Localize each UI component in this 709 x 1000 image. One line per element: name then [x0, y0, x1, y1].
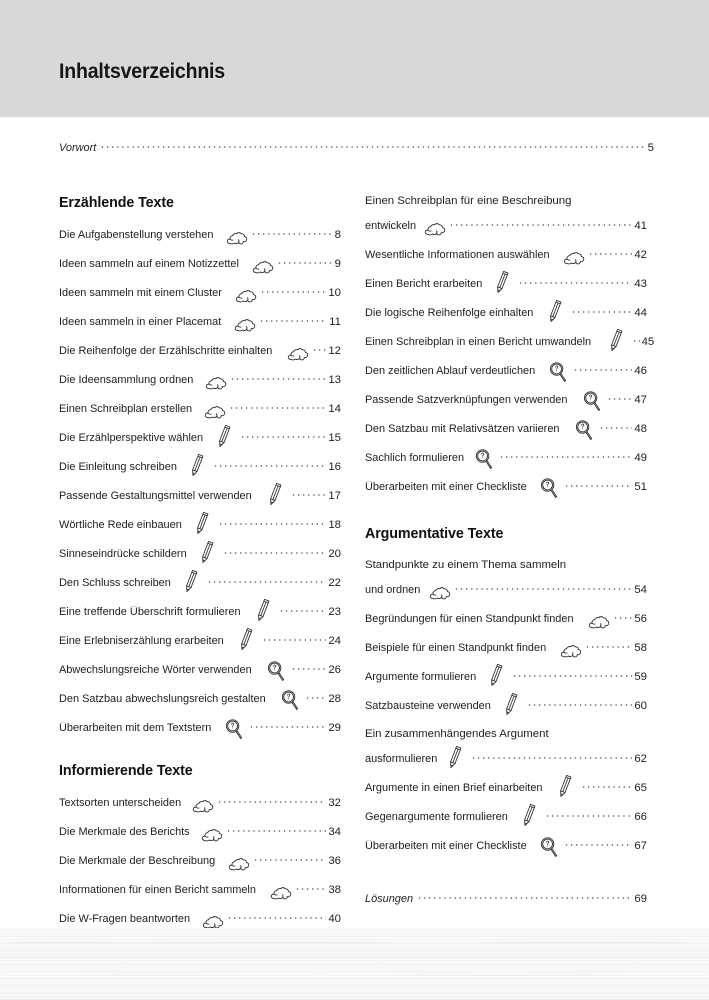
toc-entry-page: 17: [328, 490, 341, 502]
toc-entry-page: 58: [634, 642, 647, 654]
toc-entry[interactable]: [365, 334, 655, 349]
toc-entry-label: Ideen sammeln in einer Placemat: [59, 316, 222, 328]
pencil-icon: [182, 576, 202, 591]
toc-entry[interactable]: [365, 479, 647, 494]
pencil-icon: [446, 752, 466, 767]
toc-entry-label: Einen Schreibplan für eine Beschreibung: [365, 195, 572, 207]
leader-dots: [218, 519, 326, 529]
toc-entry-label: Eine treffende Überschrift formulieren: [59, 606, 241, 618]
toc-entry-page: 12: [328, 345, 341, 357]
toc-entry[interactable]: [59, 662, 341, 677]
toc-entry[interactable]: [59, 314, 341, 329]
leader-dots: [213, 461, 326, 471]
toc-entry-page: 51: [634, 481, 647, 493]
pencil-icon: [193, 518, 213, 533]
leader-dots: [312, 345, 326, 355]
pencil-icon: [502, 699, 522, 714]
toc-entry-label-cont: entwickeln: [365, 220, 417, 232]
toc-entry-page: 42: [634, 249, 647, 261]
toc-entry-page: 28: [328, 693, 341, 705]
toc-entry[interactable]: [365, 838, 647, 853]
toc-entry-label: Die Einleitung schreiben: [59, 461, 177, 473]
section-heading-argumentative-texte: Argumentative Texte: [365, 525, 504, 542]
toc-entry-label: Den Satzbau mit Relativsätzen variieren: [365, 423, 560, 435]
toc-entry-page: 46: [634, 365, 647, 377]
toc-entry-label: Ein zusammenhängendes Argument: [365, 728, 549, 740]
toc-column-right: [365, 194, 655, 920]
toc-entry[interactable]: [59, 720, 341, 735]
magnifier-icon: [548, 364, 568, 379]
toc-entry-page: 36: [328, 855, 341, 867]
pencil-icon: [266, 489, 286, 504]
section-heading-erzaehlende-texte: Erzählende Texte: [59, 194, 174, 211]
leader-dots: [277, 258, 332, 268]
toc-entry-label: Passende Gestaltungsmittel verwenden: [59, 490, 252, 502]
toc-entry-label: Den zeitlichen Ablauf verdeutlichen: [365, 365, 536, 377]
toc-entry-page: 47: [634, 394, 647, 406]
pencil-icon: [607, 335, 627, 350]
toc-entry-page: 26: [328, 664, 341, 676]
magnifier-icon: [539, 480, 559, 495]
pencil-icon: [188, 460, 208, 475]
leader-dots: [573, 365, 632, 375]
toc-entry-label: Die Erzählperspektive wählen: [59, 432, 204, 444]
toc-entry-label: Ideen sammeln auf einem Notizzettel: [59, 258, 239, 270]
leader-dots: [588, 249, 632, 259]
toc-entry-page: 13: [328, 374, 341, 386]
toc-entry-page: 54: [634, 584, 647, 596]
toc-entry-label: Wesentliche Informationen auswählen: [365, 249, 550, 261]
toc-entry[interactable]: [365, 450, 647, 465]
leader-dots: [499, 452, 632, 462]
toc-entry-page: 60: [634, 700, 647, 712]
pencil-icon: [254, 605, 274, 620]
pencil-icon: [520, 810, 540, 825]
toc-entry[interactable]: [365, 558, 647, 597]
toc-entry-label: Eine Erlebniserzählung erarbeiten: [59, 635, 224, 647]
toc-entry-label: Einen Schreibplan erstellen: [59, 403, 193, 415]
toc-entry-page: 62: [634, 753, 647, 765]
page-title: Inhaltsverzeichnis: [59, 60, 225, 83]
leader-dots: [613, 613, 632, 623]
leader-dots: [249, 722, 327, 732]
toc-entry[interactable]: [365, 276, 647, 291]
toc-entry-label: Die logische Reihenfolge einhalten: [365, 307, 534, 319]
toc-entry[interactable]: [59, 285, 341, 300]
toc-entry-page: 10: [328, 287, 341, 299]
toc-entry-label: Einen Schreibplan in einen Bericht umwandeln: [365, 336, 592, 348]
cloud-icon: [204, 402, 224, 417]
toc-entry[interactable]: [59, 546, 341, 561]
toc-entry-page: 67: [634, 840, 647, 852]
leader-dots: [295, 884, 326, 894]
toc-entry[interactable]: [365, 611, 647, 626]
toc-entry-page: 65: [634, 782, 647, 794]
leader-dots: [449, 220, 632, 230]
leader-dots: [527, 700, 632, 710]
toc-entry-line2: [365, 218, 647, 233]
toc-entry-label: Sinneseindrücke schildern: [59, 548, 187, 560]
toc-entry[interactable]: [59, 575, 341, 590]
pencil-icon: [493, 277, 513, 292]
leader-dots: [227, 913, 327, 923]
cloud-icon: [205, 373, 225, 388]
toc-entry-label: Überarbeiten mit einer Checkliste: [365, 481, 527, 493]
toc-entry-page: 40: [328, 913, 341, 925]
toc-entry-label: Argumente in einen Brief einarbeiten: [365, 782, 543, 794]
toc-entry[interactable]: [59, 824, 341, 839]
toc-entry-label: Überarbeiten mit einer Checkliste: [365, 840, 527, 852]
leader-dots: [518, 278, 632, 288]
cloud-icon: [588, 612, 608, 627]
toc-entry-page: 45: [641, 336, 655, 348]
toc-content: [59, 140, 655, 925]
toc-entry-label: Die Ideensammlung ordnen: [59, 374, 194, 386]
leader-dots: [260, 287, 327, 297]
leader-dots: [471, 753, 632, 763]
toc-entry-label: Überarbeiten mit dem Textstern: [59, 722, 212, 734]
cloud-icon: [287, 344, 307, 359]
magnifier-icon: [224, 721, 244, 736]
pencil-icon: [215, 431, 235, 446]
cloud-icon: [252, 257, 272, 272]
pencil-icon: [546, 306, 566, 321]
leader-dots: [581, 782, 632, 792]
toc-entry-page: 69: [634, 893, 647, 905]
leader-dots: [207, 577, 327, 587]
leader-dots: [512, 671, 632, 681]
leader-dots: [259, 316, 327, 326]
toc-entry-label: Textsorten unterscheiden: [59, 797, 182, 809]
toc-entry[interactable]: [59, 372, 341, 387]
leader-dots: [305, 693, 326, 703]
toc-entry-label: Die Merkmale der Beschreibung: [59, 855, 216, 867]
magnifier-icon: [280, 692, 300, 707]
pencil-icon: [237, 634, 257, 649]
toc-entry-vorwort[interactable]: [59, 140, 654, 155]
toc-entry[interactable]: [59, 691, 341, 706]
toc-entry[interactable]: [59, 401, 341, 416]
cloud-icon: [424, 219, 444, 234]
toc-entry-label: Einen Bericht erarbeiten: [365, 278, 483, 290]
toc-entry-page: 38: [328, 884, 341, 896]
toc-entry-label: Lösungen: [365, 893, 414, 905]
magnifier-icon: [474, 451, 494, 466]
leader-dots: [217, 797, 326, 807]
toc-entry-page: 14: [328, 403, 341, 415]
toc-entry-label: Die Aufgabenstellung verstehen: [59, 229, 214, 241]
toc-entry[interactable]: [59, 633, 341, 648]
toc-entry-label: Wörtliche Rede einbauen: [59, 519, 182, 531]
toc-entry[interactable]: [59, 488, 341, 503]
leader-dots: [100, 142, 646, 152]
toc-entry-page: 66: [634, 811, 647, 823]
cloud-icon: [270, 883, 290, 898]
toc-entry-label: Informationen für einen Bericht sammeln: [59, 884, 256, 896]
toc-entry-page: 24: [328, 635, 341, 647]
toc-entry-page: 15: [328, 432, 341, 444]
toc-entry[interactable]: [59, 343, 341, 358]
toc-entry-line2: [365, 582, 647, 597]
leader-dots: [230, 374, 326, 384]
toc-entry-page: 44: [634, 307, 647, 319]
cloud-icon: [234, 315, 254, 330]
toc-entry[interactable]: [59, 911, 341, 926]
leader-dots: [253, 855, 327, 865]
leader-dots: [564, 840, 632, 850]
toc-entry-label-cont: ausformulieren: [365, 753, 438, 765]
toc-entry-page: 48: [634, 423, 647, 435]
leader-dots: [226, 826, 326, 836]
toc-entry-page: 56: [634, 613, 647, 625]
toc-entry[interactable]: [365, 247, 647, 262]
leader-dots: [417, 893, 632, 903]
magnifier-icon: [266, 663, 286, 678]
toc-entry-page: 29: [328, 722, 341, 734]
cloud-icon: [228, 854, 248, 869]
toc-entry[interactable]: [365, 780, 647, 795]
toc-entry[interactable]: [365, 698, 647, 713]
cloud-icon: [192, 796, 212, 811]
toc-column-left: [59, 194, 341, 940]
cloud-icon: [563, 248, 583, 263]
toc-entry-label: Vorwort: [59, 142, 97, 154]
toc-entry-page: 11: [329, 316, 341, 328]
leader-dots: [251, 229, 333, 239]
toc-entry-label: Satzbausteine verwenden: [365, 700, 491, 712]
leader-dots: [599, 423, 633, 433]
toc-entry-label: Die Reihenfolge der Erzählschritte einhalten: [59, 345, 273, 357]
toc-entry-label: Den Schluss schreiben: [59, 577, 171, 589]
cloud-icon: [201, 825, 221, 840]
toc-entry-label: Beispiele für einen Standpunkt finden: [365, 642, 547, 654]
spacer: [365, 867, 647, 891]
toc-entry-label: Die W-Fragen beantworten: [59, 913, 191, 925]
toc-entry[interactable]: [365, 392, 647, 407]
toc-entry-label: Die Merkmale des Berichts: [59, 826, 190, 838]
cloud-icon: [226, 228, 246, 243]
toc-entry-page: 16: [328, 461, 341, 473]
toc-entry[interactable]: [365, 363, 647, 378]
toc-entry-page: 22: [328, 577, 341, 589]
leader-dots: [279, 606, 326, 616]
section-heading-informierende-texte: Informierende Texte: [59, 762, 193, 779]
toc-entry-page: 49: [634, 452, 647, 464]
toc-entry[interactable]: [365, 305, 647, 320]
toc-entry[interactable]: [365, 669, 647, 684]
toc-entry-page: 59: [634, 671, 647, 683]
toc-entry-label: Argumente formulieren: [365, 671, 477, 683]
leader-dots: [571, 307, 632, 317]
toc-entry-label: Gegenargumente formulieren: [365, 811, 508, 823]
pencil-icon: [487, 670, 507, 685]
leader-dots: [223, 548, 326, 558]
toc-entry[interactable]: [365, 640, 647, 655]
toc-entry-page: 34: [328, 826, 341, 838]
toc-entry-page: 43: [634, 278, 647, 290]
toc-entry-label: Standpunkte zu einem Thema sammeln: [365, 559, 567, 571]
toc-entry-label: Passende Satzverknüpfungen verwenden: [365, 394, 568, 406]
leader-dots: [632, 336, 640, 346]
toc-entry-page: 5: [647, 142, 654, 154]
leader-dots: [240, 432, 326, 442]
cloud-icon: [202, 912, 222, 927]
toc-entry[interactable]: [59, 227, 341, 242]
toc-entry[interactable]: [59, 882, 341, 897]
leader-dots: [545, 811, 633, 821]
toc-entry[interactable]: [59, 430, 341, 445]
toc-entry-page: 8: [334, 229, 341, 241]
toc-entry-page: 18: [328, 519, 341, 531]
header-band: [0, 0, 709, 117]
magnifier-icon: [582, 393, 602, 408]
pencil-icon: [556, 781, 576, 796]
toc-entry-label: Begründungen für einen Standpunkt finden: [365, 613, 574, 625]
toc-entry[interactable]: [59, 853, 341, 868]
preface-row-wrapper: [59, 140, 654, 155]
leader-dots: [291, 490, 327, 500]
toc-entry[interactable]: [59, 459, 341, 474]
cloud-icon: [429, 583, 449, 598]
pencil-icon: [198, 547, 218, 562]
toc-entry-label: Sachlich formulieren: [365, 452, 465, 464]
toc-entry-label: Ideen sammeln mit einem Cluster: [59, 287, 222, 299]
leader-dots: [585, 642, 633, 652]
footer-wood-texture: [0, 928, 709, 1000]
toc-entry[interactable]: [59, 517, 341, 532]
magnifier-icon: [539, 839, 559, 854]
toc-entry-loesungen[interactable]: [365, 891, 647, 906]
toc-entry[interactable]: [59, 795, 341, 810]
leader-dots: [291, 664, 327, 674]
toc-entry-label: Abwechslungsreiche Wörter verwenden: [59, 664, 252, 676]
toc-entry[interactable]: [365, 421, 647, 436]
cloud-icon: [560, 641, 580, 656]
toc-entry-line2: [365, 751, 647, 766]
leader-dots: [262, 635, 327, 645]
spacer: [59, 169, 654, 194]
leader-dots: [229, 403, 327, 413]
toc-entry-page: 20: [328, 548, 341, 560]
toc-entry-page: 32: [328, 797, 341, 809]
toc-entry-label-cont: und ordnen: [365, 584, 421, 596]
magnifier-icon: [574, 422, 594, 437]
toc-entry-page: 41: [634, 220, 647, 232]
leader-dots: [607, 394, 632, 404]
cloud-icon: [235, 286, 255, 301]
toc-entry[interactable]: [365, 809, 647, 824]
toc-entry[interactable]: [59, 256, 341, 271]
toc-entry[interactable]: [59, 604, 341, 619]
leader-dots: [454, 584, 633, 594]
toc-entry[interactable]: [365, 194, 647, 233]
toc-entry-page: 23: [328, 606, 341, 618]
toc-entry[interactable]: [365, 727, 647, 766]
toc-entry-page: 9: [334, 258, 341, 270]
leader-dots: [564, 481, 632, 491]
toc-entry-label: Den Satzbau abwechslungsreich gestalten: [59, 693, 266, 705]
